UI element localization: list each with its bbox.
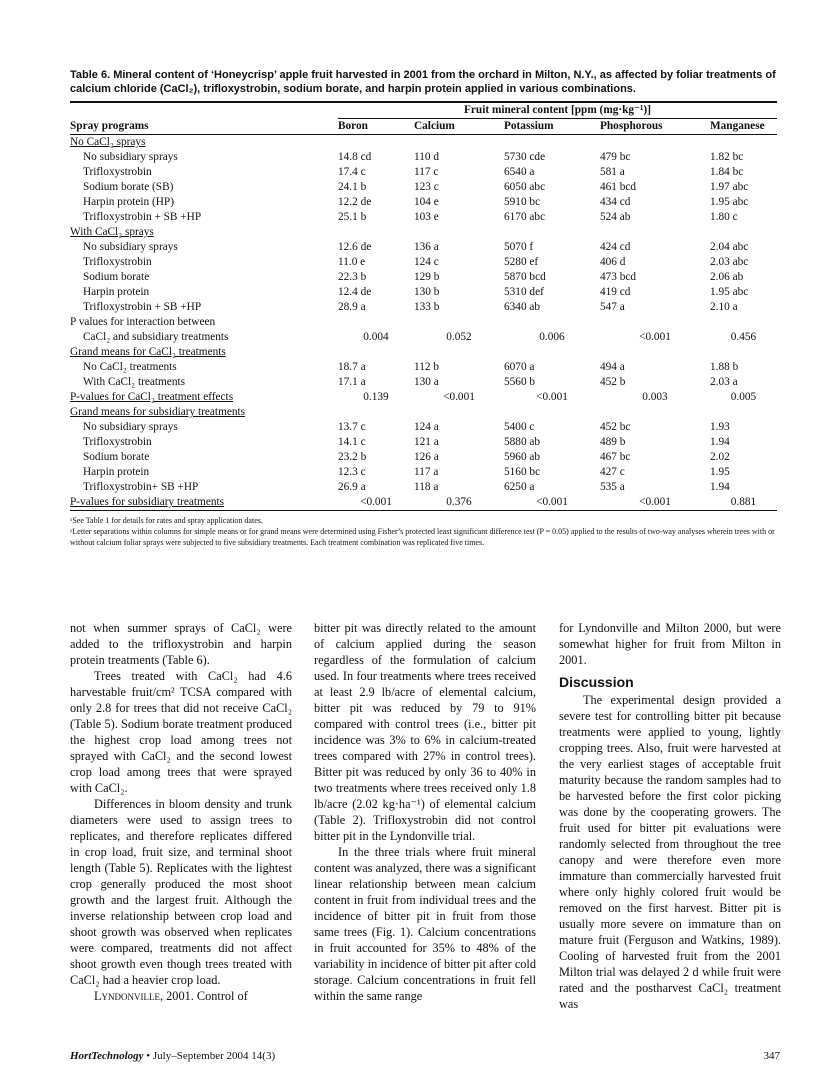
row-label: No CaCl₂ treatments [83,361,177,373]
table-row [70,375,777,390]
table-cell: 434 cd [600,196,631,208]
group-header: Fruit mineral content [ppm (mg·kg⁻¹)] [338,103,777,119]
footer-issue: • July–September 2004 14(3) [146,1050,276,1062]
group-header-row [70,103,777,119]
paragraph: Differences in bloom density and trunk diameters were used to assign trees to replicates, and therefore replicates differed in crop load, fruit size, and terminal shoot length (Table 5). Replicates with the lightest crop generally produced the most shoot growth and the largest fruit. Although the inverse relationship between crop load and shoot growth was observed when replicates were compared, treatments did not affect shoot growth even though trees treated with CaCl₂ had a heavier crop load. [70,797,292,987]
table-cell: 124 c [414,256,439,268]
row-header: Spray programs [70,119,338,135]
pvalue-label: CaCl₂ and subsidiary treatments [83,331,229,343]
pvalue-label: P values for interaction between [70,316,216,328]
table-cell: 1.94 [710,436,730,448]
paragraph [70,988,292,1004]
table-cell: 5870 bcd [504,271,546,283]
table-cell: 17.1 a [338,376,366,388]
table-row [70,300,777,315]
table-cell: 133 b [414,301,440,313]
table-cell: 5310 def [504,286,544,298]
table-row [70,210,777,225]
table-cell: 5070 f [504,241,534,253]
row-label: Harpin protein [83,466,150,478]
table-block [70,68,777,548]
pvalue-cell: <0.001 [536,391,568,403]
table-row [70,270,777,285]
table-row [70,180,777,195]
table-cell: 5910 bc [504,196,541,208]
row-label: No subsidiary sprays [83,421,178,433]
paragraph: not when summer sprays of CaCl₂ were added to the trifloxystrobin and harpin protein treatments (Table 6). [70,621,292,667]
pvalue-label: P-values for CaCl₂ treatment effects [70,391,234,403]
table-row [70,450,777,465]
page-number: 347 [763,1050,780,1062]
pvalue-cell: 0.376 [414,495,504,511]
mineral-table [70,103,777,511]
row-label: Sodium borate [83,271,150,283]
table-row [70,360,777,375]
row-label: Trifloxystrobin+ SB +HP [83,481,199,493]
row-label: Trifloxystrobin [83,166,152,178]
pvalue-cell: 0.456 [730,331,757,343]
row-label: With CaCl₂ treatments [83,376,185,388]
table-row [70,465,777,480]
table-cell: 123 c [414,181,439,193]
section-title: Grand means for CaCl₂ treatments [70,346,226,358]
table-cell: 452 bc [600,421,631,433]
table-cell: 11.0 e [338,256,366,268]
section-title-cell [70,225,777,240]
row-label: Trifloxystrobin [83,436,152,448]
table-cell: 14.1 c [338,436,366,448]
pvalue-cell: 0.052 [446,331,472,343]
table-cell: 5400 c [504,421,535,433]
table-cell: 112 b [414,361,439,373]
table-cell: 126 a [414,451,439,463]
section-title-row [70,225,777,240]
pvalue-cell: <0.001 [338,495,414,511]
row-label: Harpin protein (HP) [83,196,174,208]
pvalue-cell: 0.139 [363,391,389,403]
table-cell: 524 ab [600,211,631,223]
row-label: Sodium borate [83,451,150,463]
table-cell: 1.84 bc [710,166,744,178]
table-cell: 103 e [414,211,439,223]
table-cell: 1.82 bc [710,151,744,163]
table-cell: 5960 ab [504,451,541,463]
table-cell: 14.8 cd [338,151,372,163]
table-cell: 6070 a [504,361,535,373]
table-cell: 28.9 a [338,301,366,313]
table-cell: 12.6 de [338,241,372,253]
section-title: Grand means for subsidiary treatments [70,406,246,418]
text-column-1 [70,620,292,1004]
table-cell: 18.7 a [338,361,366,373]
table-cell: 26.9 a [338,481,366,493]
table-cell: 2.02 [710,451,730,463]
table-cell: 5280 ef [504,256,539,268]
pvalue-row [70,315,777,330]
table-cell: 24.1 b [338,181,367,193]
pvalue-cell: 0.005 [730,391,757,403]
col-header: Phosphorous [600,119,710,135]
text-column-3 [559,620,781,1012]
section-title: No CaCl₂ sprays [70,136,146,148]
col-header: Manganese [710,119,777,135]
table-cell: 22.3 b [338,271,367,283]
table-cell: 130 a [414,376,439,388]
table-cell: 124 a [414,421,439,433]
table-cell: 6050 abc [504,181,546,193]
table-row [70,480,777,495]
table-cell: 461 bcd [600,181,637,193]
text-column-2 [314,620,536,1004]
table-cell: 406 d [600,256,626,268]
table-cell: 130 b [414,286,440,298]
section-title-row [70,135,777,151]
table-row [70,150,777,165]
body-text [70,620,780,1045]
table-row [70,285,777,300]
table-cell: 2.06 ab [710,271,744,283]
table-cell: 1.95 [710,466,730,478]
table-cell: 6340 ab [504,301,541,313]
section-title-cell [70,135,777,151]
table-cell: 1.80 c [710,211,738,223]
pvalue-cell: <0.001 [639,331,671,343]
table-cell: 1.95 abc [710,286,749,298]
row-label: Trifloxystrobin + SB +HP [83,211,202,223]
table-cell: 6250 a [504,481,535,493]
journal-logo: HortTechnology [70,1050,144,1062]
table-cell: 1.97 abc [710,181,749,193]
table-cell: 5160 bc [504,466,541,478]
section-title-cell [70,405,777,420]
pvalue-cell: 0.006 [539,331,565,343]
table-cell: 547 a [600,301,625,313]
section-title-cell [70,345,777,360]
table-cell: 467 bc [600,451,631,463]
pvalue-cell: <0.001 [443,391,475,403]
row-label: Harpin protein [83,286,150,298]
table-cell: 129 b [414,271,440,283]
table-cell: 2.03 a [710,376,738,388]
table-cell: 494 a [600,361,625,373]
table-cell: 136 a [414,241,439,253]
table-cell: 23.2 b [338,451,367,463]
table-row [70,255,777,270]
table-row [70,240,777,255]
table-row [70,165,777,180]
section-title-row [70,345,777,360]
table-cell: 427 c [600,466,625,478]
table-cell: 2.10 a [710,301,738,313]
pvalue-label: P-values for subsidiary treatments [70,495,338,511]
footnote: ˣSee Table 1 for details for rates and spray application dates. [70,516,263,525]
table-row [70,195,777,210]
table-cell: 2.03 abc [710,256,749,268]
table-cell: 117 a [414,466,439,478]
pvalue-cell: <0.001 [504,495,600,511]
table-cell: 581 a [600,166,625,178]
table-cell: 1.88 b [710,361,739,373]
table-cell: 424 cd [600,241,631,253]
row-label: Trifloxystrobin + SB +HP [83,301,202,313]
column-header-row [70,119,777,135]
table-cell: 5730 cde [504,151,546,163]
pvalue-row [70,330,777,345]
table-cell: 118 a [414,481,439,493]
table-cell: 419 cd [600,286,631,298]
table-row [70,420,777,435]
run-in-heading: Lyndonville, 2001. [94,989,194,1003]
table-cell: 17.4 c [338,166,366,178]
table-cell: 5880 ab [504,436,541,448]
col-header: Calcium [414,119,504,135]
table-cell: 6540 a [504,166,535,178]
table-cell: 12.2 de [338,196,372,208]
table-cell: 5560 b [504,376,536,388]
table-cell: 479 bc [600,151,631,163]
row-label: Sodium borate (SB) [83,181,174,193]
table-cell: 2.04 abc [710,241,749,253]
table-cell: 12.3 c [338,466,366,478]
pvalue-cell: <0.001 [600,495,710,511]
section-title: With CaCl₂ sprays [70,226,154,238]
section-title-row [70,405,777,420]
table-cell: 6170 abc [504,211,546,223]
pvalue-row [70,390,777,405]
paragraph: Trees treated with CaCl₂ had 4.6 harvestable fruit/cm² TCSA compared with only 2.8 for trees that did not receive CaCl₂ (Table 5). Sodium borate treatment produced the highest crop load among trees not sprayed with CaCl₂ and the second lowest crop load among trees that were sprayed with CaCl₂. [70,669,292,795]
table-cell: 489 b [600,436,626,448]
col-header: Boron [338,119,414,135]
table-cell: 1.93 [710,421,730,433]
row-label: Trifloxystrobin [83,256,152,268]
table-cell: 121 a [414,436,439,448]
paragraph: The experimental design provided a severe test for controlling bitter pit because treatments were applied to young, lightly cropping trees. Also, fruit were harvested at the very earliest stages of acceptable fruit maturity because the random samples had to be harvested before the first color picking was done by the cooperating growers. The fruit used for bitter pit evaluations were randomly selected from throughout the tree canopy and were therefore even more immature than commercially harvested fruit where only highly colored fruit would be removed on the first harvest. Bitter pit is usually more severe on immature than on mature fruit (Ferguson and Watkins, 1989). Cooling of harvested fruit from the 2001 Milton trial was delayed 2 d while fruit were rated and the postharvest CaCl₂ treatment was [559,693,781,1011]
table-cell: 12.4 de [338,286,372,298]
footnote: ʸLetter separations within columns for simple means or for grand means were determined using Fisher’s protected least significant difference test (P = 0.05) applied to the results of two-way analyses wherein trees with or without calcium foliar sprays were subjected to five subsidiary treatments. Each treatment combination was replicated five times. [70,527,775,547]
pvalue-cell: 0.881 [710,495,777,511]
table-cell: 535 a [600,481,625,493]
table-cell: 25.1 b [338,211,367,223]
pvalue-row [70,495,777,511]
table-cell: 13.7 c [338,421,366,433]
paragraph-text: Control of [193,989,248,1003]
paragraph: bitter pit was directly related to the amount of calcium applied during the season regardless of the formulation of calcium used. In four treatments where trees received at least 2.9 lb/acre of elemental calcium, bitter pit was reduced by 79 to 91% compared with control trees (i.e., bitter pit incidence was 3% to 6% in calcium-treated trees compared with 27% in control trees). Bitter pit was reduced by only 36 to 40% in two treatments where trees received only 1.8 lb/acre (2.02 kg·ha⁻¹) of elemental calcium (Table 2). Trifloxystrobin did not control bitter pit in the Lyndonville trial. [314,621,536,843]
pvalue-cell: 0.004 [363,331,389,343]
row-label: No subsidiary sprays [83,151,178,163]
section-heading: Discussion [559,674,634,690]
table-cell: 104 e [414,196,439,208]
footer-journal [70,1050,275,1062]
row-label: No subsidiary sprays [83,241,178,253]
table-cell: 452 b [600,376,626,388]
table-row [70,435,777,450]
table-body [70,135,777,511]
table-footnotes [70,515,777,548]
table-cell: 1.94 [710,481,730,493]
col-header: Potassium [504,119,600,135]
paragraph: for Lyndonville and Milton 2000, but were somewhat higher for fruit from Milton in 2001. [559,621,781,667]
paragraph: In the three trials where fruit mineral content was analyzed, there was a significant linear relationship between mean calcium content in fruit from individual trees and the incidence of bitter pit in fruit from those same trees (Fig. 1). Calcium concentrations in fruit accounted for 35% to 48% of the variability in incidence of bitter pit after cold storage. Calcium concentrations in fruit fell within the same range [314,845,536,1003]
table-cell: 110 d [414,151,439,163]
table-caption: Table 6. Mineral content of ‘Honeycrisp’ apple fruit harvested in 2001 from the orchard in Milton, N.Y., as affected by foliar treatments of calcium chloride (CaCl₂), trifloxystrobin, sodium borate, and harpin protein applied in various combinations. [70,69,776,95]
table-cell: 1.95 abc [710,196,749,208]
table-cell: 473 bcd [600,271,637,283]
pvalue-cell: 0.003 [642,391,668,403]
table-cell: 117 c [414,166,439,178]
